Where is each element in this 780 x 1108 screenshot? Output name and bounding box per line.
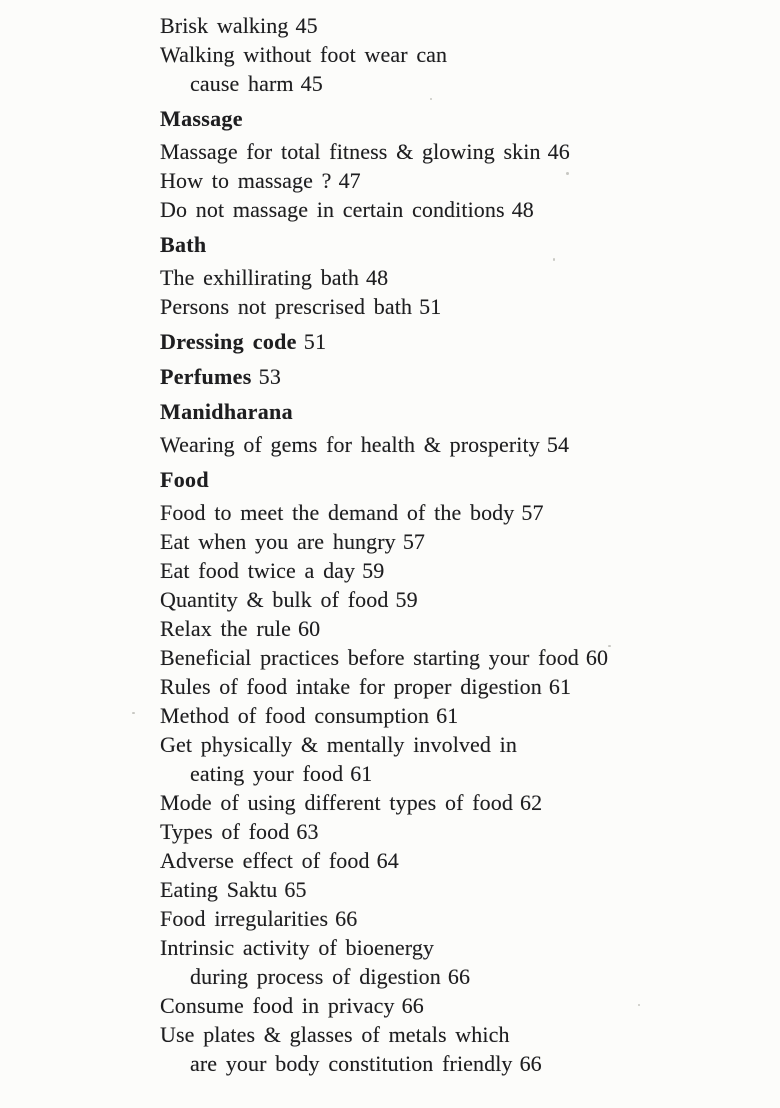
toc-entry	[160, 817, 760, 846]
page-number: 51	[419, 294, 442, 319]
page-number: 47	[338, 168, 361, 193]
section-title: Bath	[160, 232, 207, 257]
toc-entry	[160, 527, 760, 556]
page-number: 63	[296, 819, 319, 844]
entry-title: Mode of using different types of food	[160, 790, 513, 815]
page-number: 45	[295, 13, 318, 38]
entry-title: Brisk walking	[160, 13, 289, 38]
entry-title: Eating Saktu	[160, 877, 278, 902]
page-number: 46	[547, 139, 570, 164]
toc-entry	[160, 991, 760, 1020]
entry-title: Wearing of gems for health & prosperity	[160, 432, 540, 457]
toc-section-heading	[160, 465, 760, 494]
toc-entry	[160, 933, 760, 962]
toc-entry	[160, 846, 760, 875]
entry-title: Method of food consumption	[160, 703, 430, 728]
toc-entry	[160, 614, 760, 643]
page-number: 51	[303, 329, 327, 354]
toc-entry	[160, 875, 760, 904]
entry-title: Adverse effect of food	[160, 848, 370, 873]
page-number: 53	[258, 364, 282, 389]
toc-entry	[160, 672, 760, 701]
toc-entry	[160, 263, 760, 292]
toc-section-heading	[160, 362, 760, 391]
toc-entry	[160, 195, 760, 224]
entry-title: Rules of food intake for proper digestion	[160, 674, 542, 699]
entry-title: Massage for total fitness & glowing skin	[160, 139, 541, 164]
entry-title: are your body constitution friendly	[190, 1051, 513, 1076]
page-number: 45	[300, 71, 323, 96]
entry-title: Types of food	[160, 819, 290, 844]
page-number: 60	[585, 645, 609, 670]
section-title: Perfumes	[160, 364, 252, 389]
entry-title: Intrinsic activity of bioenergy	[160, 935, 435, 960]
page-number: 65	[284, 877, 307, 902]
entry-title: Eat when you are hungry	[160, 529, 396, 554]
entry-title: Walking without foot wear can	[160, 42, 448, 67]
entry-title: Persons not prescrised bath	[160, 294, 413, 319]
toc-entry	[160, 11, 760, 40]
entry-title: How to massage ?	[160, 168, 332, 193]
page-number: 62	[519, 790, 543, 815]
scan-speck	[566, 172, 569, 175]
entry-title: eating your food	[190, 761, 344, 786]
section-title: Manidharana	[160, 399, 293, 424]
toc-entry	[160, 730, 760, 759]
toc-entry	[160, 292, 760, 321]
entry-title: Beneficial practices before starting your food	[160, 645, 579, 670]
entry-title: Do not massage in certain conditions	[160, 197, 505, 222]
toc-entry	[160, 556, 760, 585]
page-number: 61	[350, 761, 373, 786]
entry-title: during process of digestion	[190, 964, 441, 989]
toc-entry	[160, 498, 760, 527]
page-number: 66	[335, 906, 358, 931]
toc-entry-continuation	[160, 1049, 760, 1078]
entry-title: Relax the rule	[160, 616, 291, 641]
entry-title: Food irregularities	[160, 906, 329, 931]
entry-title: cause harm	[190, 71, 294, 96]
page-number: 66	[519, 1051, 542, 1076]
page-number: 59	[362, 558, 385, 583]
toc-entry-continuation	[160, 759, 760, 788]
toc-entry	[160, 137, 760, 166]
page-number: 66	[447, 964, 471, 989]
toc-entry	[160, 701, 760, 730]
page-number: 59	[395, 587, 418, 612]
toc-entry	[160, 585, 760, 614]
toc-entry-continuation	[160, 69, 760, 98]
toc-entry	[160, 1020, 760, 1049]
scan-speck	[132, 712, 135, 714]
section-title: Dressing code	[160, 329, 297, 354]
scan-speck	[553, 258, 555, 261]
toc-entry	[160, 788, 760, 817]
page-number: 60	[298, 616, 321, 641]
entry-title: Consume food in privacy	[160, 993, 395, 1018]
page-number: 48	[511, 197, 534, 222]
scan-speck	[608, 645, 611, 647]
page-number: 57	[521, 500, 544, 525]
page-number: 61	[436, 703, 459, 728]
entry-title: Quantity & bulk of food	[160, 587, 389, 612]
toc-entry-continuation	[160, 962, 760, 991]
page-number: 66	[401, 993, 424, 1018]
entry-title: Use plates & glasses of metals which	[160, 1022, 510, 1047]
toc-entry	[160, 166, 760, 195]
page-number: 48	[366, 265, 389, 290]
page-number: 57	[402, 529, 426, 554]
toc-section-heading	[160, 104, 760, 133]
entry-title: Eat food twice a day	[160, 558, 356, 583]
page-number: 54	[546, 432, 570, 457]
scan-speck	[430, 98, 432, 100]
section-title: Massage	[160, 106, 243, 131]
toc-section-heading	[160, 397, 760, 426]
page-number: 64	[376, 848, 399, 873]
scan-speck	[638, 1004, 640, 1006]
toc-entry	[160, 40, 760, 69]
toc-entry	[160, 643, 760, 672]
section-title: Food	[160, 467, 209, 492]
entry-title: Get physically & mentally involved in	[160, 732, 517, 757]
toc-section-heading	[160, 327, 760, 356]
toc-entry	[160, 904, 760, 933]
toc-entry	[160, 430, 760, 459]
entry-title: Food to meet the demand of the body	[160, 500, 515, 525]
page-number: 61	[548, 674, 572, 699]
toc-section-heading	[160, 230, 760, 259]
entry-title: The exhillirating bath	[160, 265, 359, 290]
